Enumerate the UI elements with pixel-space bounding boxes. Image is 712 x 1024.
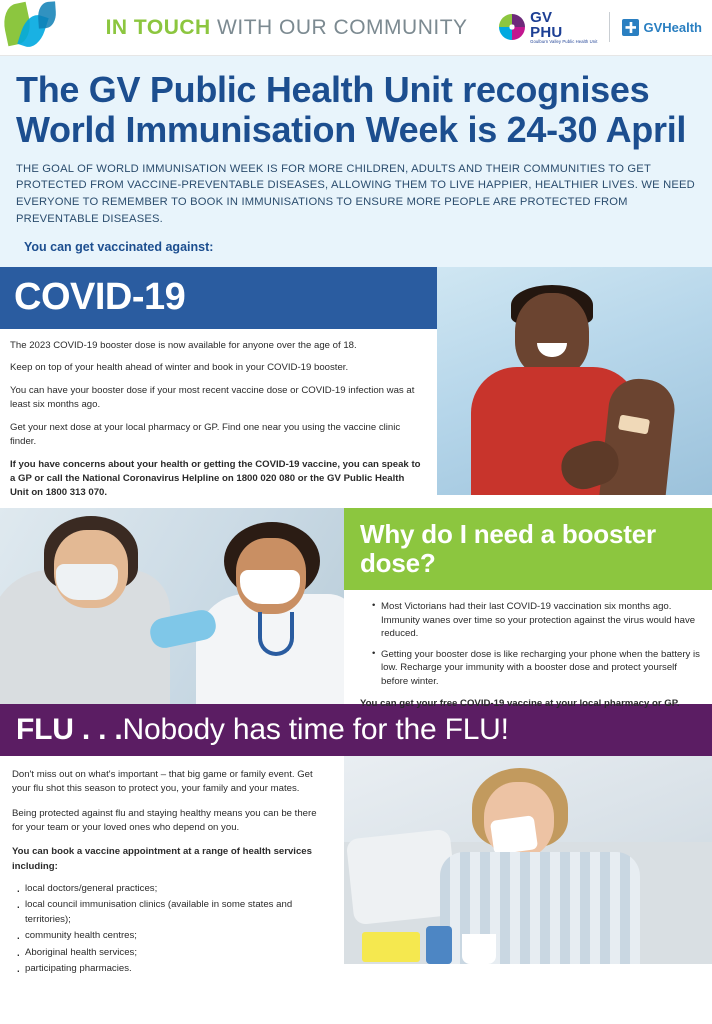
cross-icon [622,19,639,36]
header-logos [499,10,712,44]
flu-bullet-list [12,882,330,976]
list-item: · local doctors/general practices; [12,882,330,896]
flu-paragraph-3: You can book a vaccine appointment at a range of health services including: [12,846,312,872]
gvphu-logo-subtitle: Goulburn Valley Public Health Unit [530,39,598,45]
flu-text-column [0,756,344,989]
gvphu-virus-icon [499,14,525,40]
list-item: • Most Victorians had their last COVID-19 vaccination six months ago. Immunity wanes over time so your protection against the virus would have reduced. [372,600,700,641]
covid-copy [0,329,437,508]
gvphu-logo-line1: GV [530,9,553,27]
list-item: • Getting your booster dose is like recharging your phone when the battery is low. Recharge your immunity with a booster dose and protect yourself before winter. [372,648,700,689]
header-tagline-light: WITH OUR COMMUNITY [210,15,468,39]
list-item: · local council immunisation clinics (available in some states and territories); [12,898,330,927]
logo-divider [609,12,610,42]
flu-banner-strong: FLU . . . [16,712,123,746]
covid-text-column [0,267,437,508]
covid-banner: COVID-19 [0,267,437,329]
header-tagline [64,16,499,40]
intro-section [0,56,712,267]
flu-paragraph-1: Don't miss out on what's important – that big game or family event. Get your flu shot this season to protect you, your family and your mates. [12,768,313,795]
leaf-logo-icon [0,0,64,56]
covid-paragraph-3: You can have your booster dose if your most recent vaccine dose or COVID-19 infection was at least six months ago. [10,385,415,411]
covid-paragraph-4: Get your next dose at your local pharmacy or GP. Find one near you using the vaccine clinic finder. [10,422,401,448]
flu-paragraph-2: Being protected against flu and staying healthy means you can be there for your team or your loved ones who depend on you. [12,807,317,833]
page-title: The GV Public Health Unit recognises World Immunisation Week is 24-30 April [16,69,687,151]
gvhealth-logo [622,19,702,36]
booster-banner: Why do I need a booster dose? [344,508,712,590]
booster-bullet-list [360,600,700,689]
flu-section [0,756,712,989]
gvphu-logo [499,10,597,44]
list-item: · Aboriginal health services; [12,946,330,960]
booster-text-column [344,508,712,709]
flu-banner-light: Nobody has time for the FLU! [122,712,509,746]
covid-section [0,267,712,508]
page-header [0,0,712,56]
list-item: · participating pharmacies. [12,962,330,976]
booster-body [344,590,712,716]
intro-body: THE GOAL OF WORLD IMMUNISATION WEEK IS FOR MORE CHILDREN, ADULTS AND THEIR COMMUNITIES TO GET PROTECTED FROM VACCINE-PREVENTABLE DISEASES, ALLOWING THEM TO LIVE HAPPIER, HEALTHIER LIVES. WE NEED EVERYONE TO REMEMBER TO BOOK IN IMMUNISATIONS TO ENSURE MORE PEOPLE ARE PROTECTED FROM PREVENTABLE DISEASES. [16,162,695,226]
header-tagline-strong: IN TOUCH [105,15,211,39]
booster-section [0,508,712,709]
booster-note: You can get your free COVID-19 vaccine at your local pharmacy or GP. [360,697,680,709]
covid-paragraph-2: Keep on top of your health ahead of winter and book in your COVID-19 booster. [10,362,349,374]
covid-photo [437,267,712,495]
flu-photo [344,756,712,964]
gvhealth-logo-text: GVHealth [643,19,702,35]
gvphu-logo-line2: PHU [530,24,563,42]
covid-paragraph-5: If you have concerns about your health or getting the COVID-19 vaccine, you can speak to a GP or call the National Coronavirus Helpline on 1800 020 080 or the GV Public Health Unit on 1800 313 070. [10,459,421,498]
covid-paragraph-1: The 2023 COVID-19 booster dose is now available for anyone over the age of 18. [10,339,357,351]
intro-subheading: You can get vaccinated against: [24,239,214,254]
list-item: · community health centres; [12,929,330,943]
booster-photo [0,508,344,704]
